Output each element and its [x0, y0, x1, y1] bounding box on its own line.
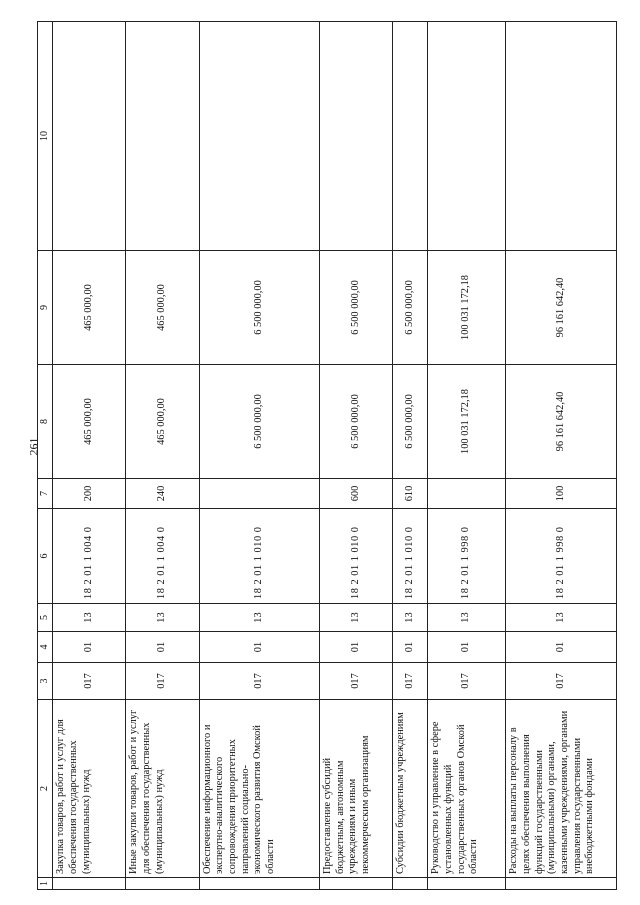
amount-col8: 6 500 000,00 [319, 365, 392, 479]
subsection-code: 13 [53, 604, 126, 632]
budget-table-container [37, 22, 617, 890]
ministry-code: 017 [126, 663, 199, 700]
amount-col8: 6 500 000,00 [393, 365, 428, 479]
header-cell: 9 [38, 251, 53, 365]
amount-col10 [199, 22, 319, 251]
table-row [199, 22, 319, 890]
header-cell: 5 [38, 604, 53, 632]
expense-type [199, 479, 319, 509]
row-name: Предоставление субсидий бюджетным, автономным учреждениям и иным некоммерческим организациям [319, 700, 392, 878]
expense-type: 600 [319, 479, 392, 509]
target-code: 18 2 01 1 010 0 [319, 509, 392, 604]
subsection-code: 13 [393, 604, 428, 632]
amount-col9: 6 500 000,00 [199, 251, 319, 365]
amount-col8: 100 031 172,18 [428, 365, 506, 479]
amount-col10 [506, 22, 617, 251]
ministry-code: 017 [53, 663, 126, 700]
target-code: 18 2 01 1 998 0 [506, 509, 617, 604]
row-name: Руководство и управление в сфере установленных функций государственных органов Омской области [428, 700, 506, 878]
expense-type [428, 479, 506, 509]
header-cell: 7 [38, 479, 53, 509]
amount-col8: 6 500 000,00 [199, 365, 319, 479]
target-code: 18 2 01 1 010 0 [199, 509, 319, 604]
section-code: 01 [506, 632, 617, 663]
subsection-code: 13 [199, 604, 319, 632]
ministry-code: 017 [393, 663, 428, 700]
section-code: 01 [428, 632, 506, 663]
header-cell: 10 [38, 22, 53, 251]
subsection-code: 13 [319, 604, 392, 632]
row-name: Обеспечение информационного и экспертно-аналитического сопровождения приоритетных направлений социально-экономического развития Омской области [199, 700, 319, 878]
header-row [38, 22, 53, 890]
header-cell: 1 [38, 878, 53, 890]
amount-col10 [126, 22, 199, 251]
table-row [319, 22, 392, 890]
header-cell: 8 [38, 365, 53, 479]
ministry-code: 017 [199, 663, 319, 700]
header-cell: 6 [38, 509, 53, 604]
amount-col8: 96 161 642,40 [506, 365, 617, 479]
expense-type: 100 [506, 479, 617, 509]
target-code: 18 2 01 1 010 0 [393, 509, 428, 604]
section-code: 01 [126, 632, 199, 663]
header-cell: 2 [38, 700, 53, 878]
row-name: Расходы на выплаты персоналу в целях обеспечения выполнения функций государственными (муниципальными) органами, казенными учреждениями, органами управления государственными внебюджетными фондами [506, 700, 617, 878]
target-code: 18 2 01 1 004 0 [126, 509, 199, 604]
amount-col9: 465 000,00 [126, 251, 199, 365]
section-code: 01 [393, 632, 428, 663]
subsection-code: 13 [126, 604, 199, 632]
table-row [126, 22, 199, 890]
target-code: 18 2 01 1 998 0 [428, 509, 506, 604]
amount-col9: 96 161 642,40 [506, 251, 617, 365]
section-code: 01 [199, 632, 319, 663]
amount-col9: 465 000,00 [53, 251, 126, 365]
row-name: Субсидии бюджетным учреждениям [393, 700, 428, 878]
table-row [53, 22, 126, 890]
table-row [428, 22, 506, 890]
amount-col9: 6 500 000,00 [393, 251, 428, 365]
expense-type: 610 [393, 479, 428, 509]
ministry-code: 017 [506, 663, 617, 700]
amount-col9: 6 500 000,00 [319, 251, 392, 365]
amount-col10 [393, 22, 428, 251]
target-code: 18 2 01 1 004 0 [53, 509, 126, 604]
budget-table [37, 21, 617, 890]
amount-col9: 100 031 172,18 [428, 251, 506, 365]
subsection-code: 13 [428, 604, 506, 632]
amount-col10 [53, 22, 126, 251]
expense-type: 240 [126, 479, 199, 509]
ministry-code: 017 [319, 663, 392, 700]
page-number: 261 [26, 437, 41, 456]
table-row [506, 22, 617, 890]
row-name: Закупка товаров, работ и услуг для обеспечения государственных (муниципальных) нужд [53, 700, 126, 878]
row-name: Иные закупки товаров, работ и услуг для обеспечения государственных (муниципальных) нужд [126, 700, 199, 878]
header-cell: 3 [38, 663, 53, 700]
amount-col8: 465 000,00 [126, 365, 199, 479]
section-code: 01 [319, 632, 392, 663]
table-row [393, 22, 428, 890]
header-cell: 4 [38, 632, 53, 663]
amount-col10 [319, 22, 392, 251]
subsection-code: 13 [506, 604, 617, 632]
amount-col10 [428, 22, 506, 251]
expense-type: 200 [53, 479, 126, 509]
amount-col8: 465 000,00 [53, 365, 126, 479]
section-code: 01 [53, 632, 126, 663]
ministry-code: 017 [428, 663, 506, 700]
